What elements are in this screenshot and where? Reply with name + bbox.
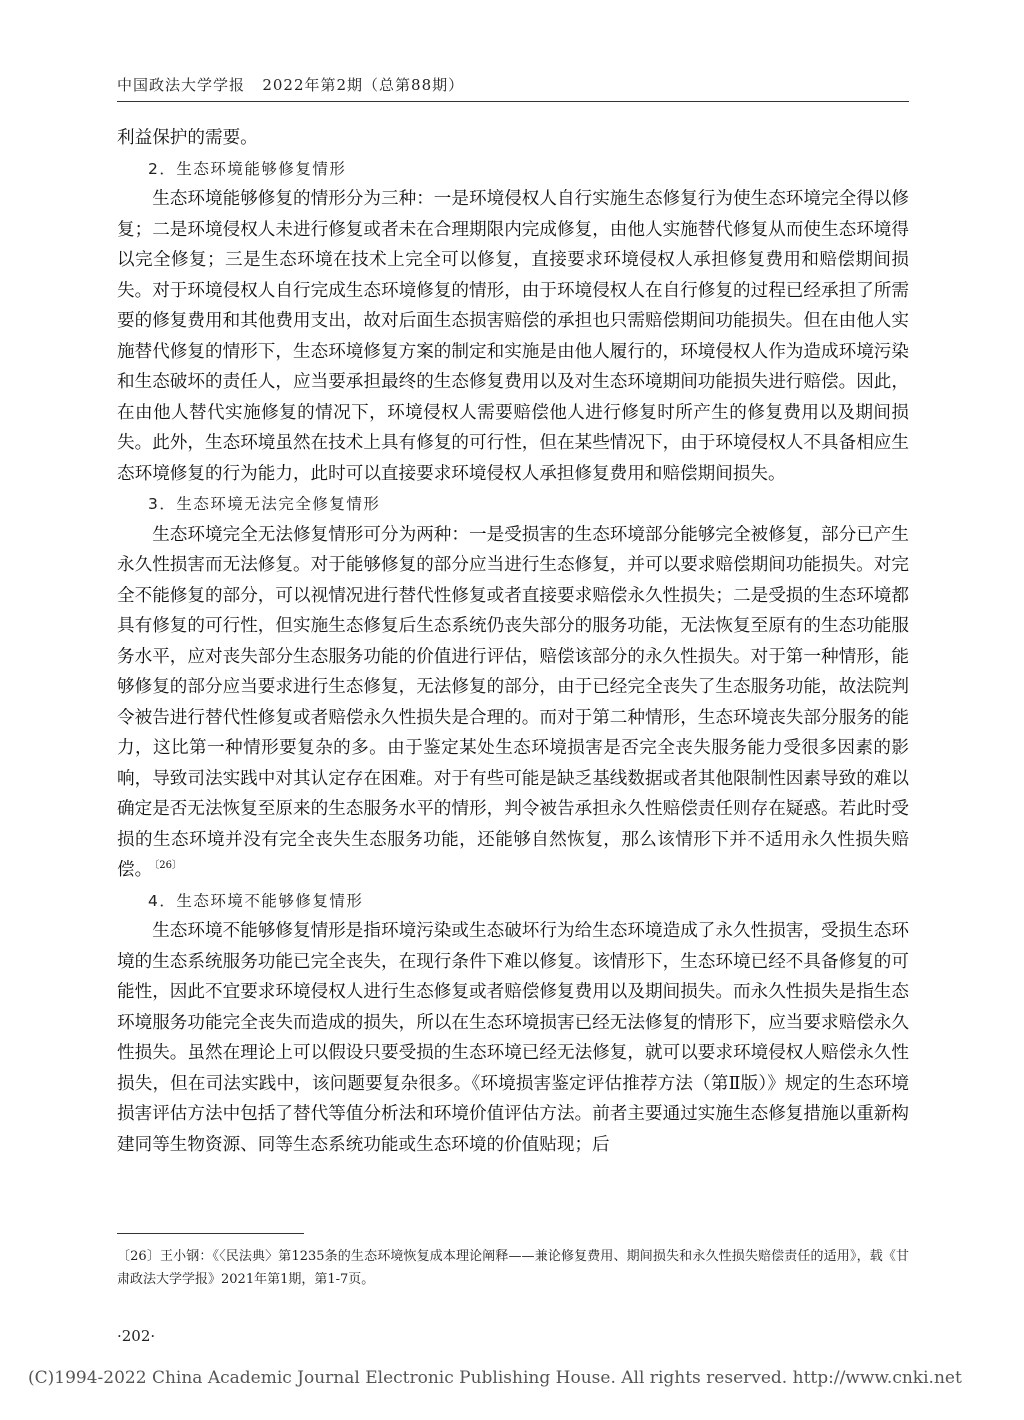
copyright-line: (C)1994-2022 China Academic Journal Electronic Publishing House. All rights reserved. http://www.cnki.net: [28, 1368, 962, 1388]
issue-info: 2022年第2期（总第88期）: [262, 76, 465, 94]
paragraph-1: 生态环境能够修复的情形分为三种：一是环境侵权人自行实施生态修复行为使生态环境完全得以修复；二是环境侵权人未进行修复或者未在合理期限内完成修复，由他人实施替代修复从而使生态环境得以完全修复；三是生态环境在技术上完全可以修复，直接要求环境侵权人承担修复费用和赔偿期间损失。对于环境侵权人自行完成生态环境修复的情形，由于环境侵权人在自行修复的过程已经承担了所需要的修复费用和其他费用支出，故对后面生态损害赔偿的承担也只需赔偿期间功能损失。但在由他人实施替代修复的情形下，生态环境修复方案的制定和实施是由他人履行的，环境侵权人作为造成环境污染和生态破坏的责任人，应当要承担最终的生态修复费用以及对生态环境期间功能损失进行赔偿。因此，在由他人替代实施修复的情况下，环境侵权人需要赔偿他人进行修复时所产生的修复费用以及期间损失。此外，生态环境虽然在技术上具有修复的可行性，但在某些情况下，由于环境侵权人不具备相应生态环境修复的行为能力，此时可以直接要求环境侵权人承担修复费用和赔偿期间损失。: [117, 189, 909, 484]
page-number: ·202·: [117, 1327, 156, 1345]
footnote: 〔26〕王小钢：《〈民法典〉第1235条的生态环境恢复成本理论阐释——兼论修复费用、期间损失和永久性损失赔偿责任的适用》，载《甘肃政法大学学报》2021年第1期，第1-7页。: [117, 1249, 909, 1287]
body-text: [117, 123, 909, 1160]
running-header: [117, 74, 907, 95]
section-heading-3: 3．生态环境无法完全修复情形: [148, 495, 381, 513]
paragraph-2: [117, 520, 909, 886]
header-rule: [117, 101, 909, 102]
section-heading-2: 2．生态环境能够修复情形: [148, 159, 347, 178]
journal-name: 中国政法大学学报: [117, 76, 246, 94]
paragraph-continued: 利益保护的需要。: [117, 128, 258, 148]
section-heading-4: 4．生态环境不能够修复情形: [148, 891, 364, 910]
paragraph-2-text: 生态环境完全无法修复情形可分为两种：一是受损害的生态环境部分能够完全被修复，部分已产生永久性损害而无法修复。对于能够修复的部分应当进行生态修复，并可以要求赔偿期间功能损失。对完全不能修复的部分，可以视情况进行替代性修复或者直接要求赔偿永久性损失；二是受损的生态环境都具有修复的可行性，但实施生态修复后生态系统仍丧失部分的服务功能，无法恢复至原有的生态功能服务水平，应对丧失部分生态服务功能的价值进行评估，赔偿该部分的永久性损失。对于第一种情形，能够修复的部分应当要求进行生态修复，无法修复的部分，由于已经完全丧失了生态服务功能，故法院判令被告进行替代性修复或者赔偿永久性损失是合理的。而对于第二种情形，生态环境丧失部分服务的能力，这比第一种情形要复杂的多。由于鉴定某处生态环境损害是否完全丧失服务能力受很多因素的影响，导致司法实践中对其认定存在困难。对于有些可能是缺乏基线数据或者其他限制性因素导致的难以确定是否无法恢复至原来的生态服务水平的情形，判令被告承担永久性赔偿责任则存在疑惑。若此时受损的生态环境并没有完全丧失生态服务功能，还能够自然恢复，那么该情形下并不适用永久性损失赔偿。: [117, 524, 909, 880]
paragraph-3: 生态环境不能够修复情形是指环境污染或生态破坏行为给生态环境造成了永久性损害，受损生态环境的生态系统服务功能已完全丧失，在现行条件下难以修复。该情形下，生态环境已经不具备修复的可能性，因此不宜要求环境侵权人进行生态修复或者赔偿修复费用以及期间损失。而永久性损失是指生态环境服务功能完全丧失而造成的损失，所以在生态环境损害已经无法修复的情形下，应当要求赔偿永久性损失。虽然在理论上可以假设只要受损的生态环境已经无法修复，就可以要求环境侵权人赔偿永久性损失，但在司法实践中，该问题要复杂很多。《环境损害鉴定评估推荐方法（第Ⅱ版）》规定的生态环境损害评估方法中包括了替代等值分析法和环境价值评估方法。前者主要通过实施生态修复措施以重新构建同等生物资源、同等生态系统功能或生态环境的价值贴现；后: [117, 921, 909, 1155]
footnote-marker[interactable]: 〔26〕: [154, 860, 182, 872]
footnote-rule: [117, 1233, 304, 1234]
